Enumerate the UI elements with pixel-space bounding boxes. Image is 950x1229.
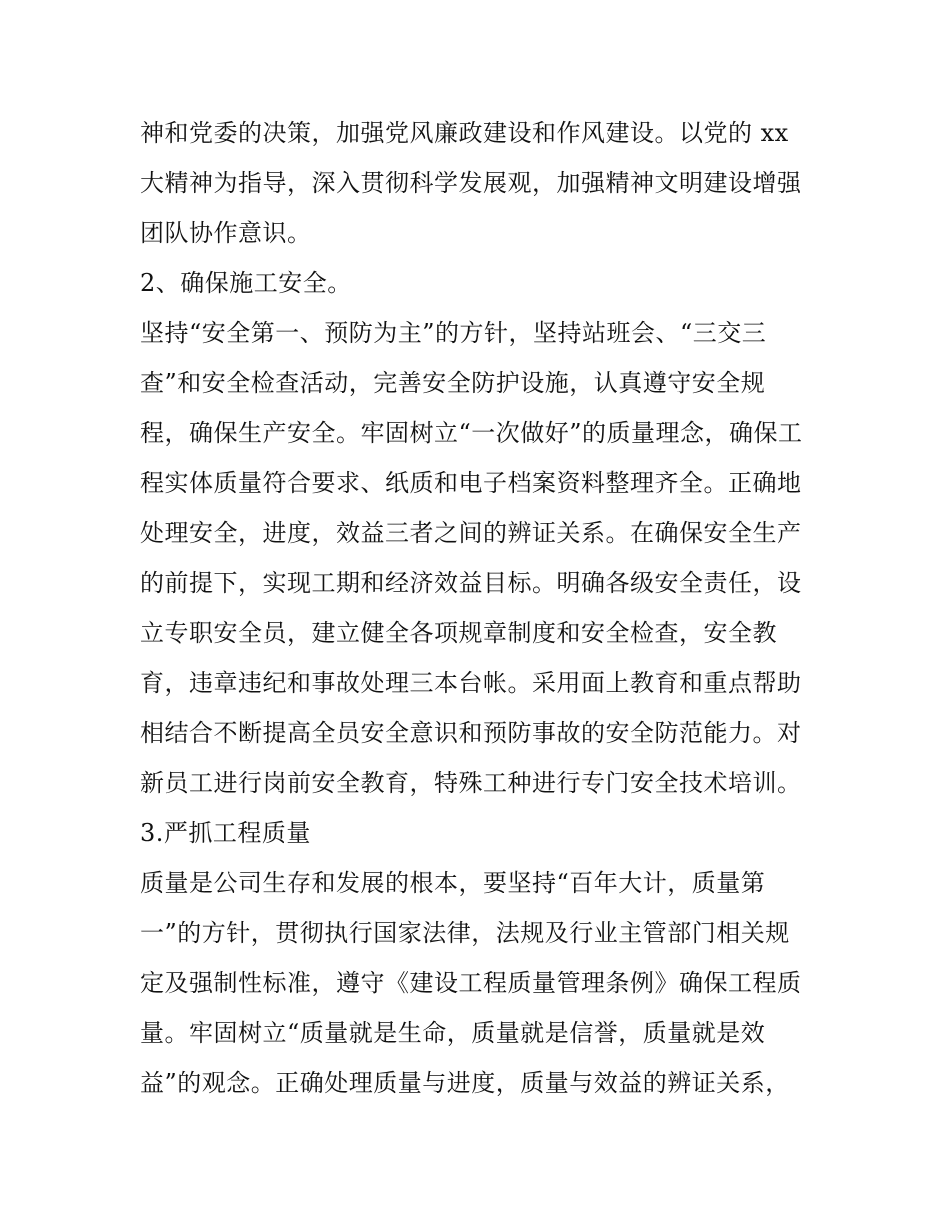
text-line: 立专职安全员，建立健全各项规章制度和安全检查，安全教 [140, 619, 777, 647]
text-line: 相结合不断提高全员安全意识和预防事故的安全防范能力。对 [140, 719, 802, 747]
text-line: 神和党委的决策，加强党风廉政建设和作风建设。以党的 xx [140, 119, 789, 147]
text-line: 团队协作意识。 [140, 219, 312, 247]
text-line: 坚持“安全第一、预防为主”的方针，坚持站班会、“三交三 [140, 319, 767, 347]
text-line: 量。牢固树立“质量就是生命，质量就是信誉，质量就是效 [140, 1019, 766, 1047]
text-line: 处理安全，进度，效益三者之间的辨证关系。在确保安全生产 [140, 519, 802, 547]
text-line: 益”的观念。正确处理质量与进度，质量与效益的辨证关系， [140, 1069, 790, 1097]
text-line: 程实体质量符合要求、纸质和电子档案资料整理齐全。正确地 [140, 469, 802, 497]
text-line: 一”的方针，贯彻执行国家法律，法规及行业主管部门相关规 [140, 919, 790, 947]
text-line: 育，违章违纪和事故处理三本台帐。采用面上教育和重点帮助 [140, 669, 802, 697]
text-line: 大精神为指导，深入贯彻科学发展观，加强精神文明建设增强 [140, 169, 802, 197]
text-line: 程，确保生产安全。牢固树立“一次做好”的质量理念，确保工 [140, 419, 803, 447]
text-line: 定及强制性标准，遵守《建设工程质量管理条例》确保工程质 [140, 969, 802, 997]
section-heading: 2、确保施工安全。 [140, 269, 352, 297]
section-heading: 3.严抓工程质量 [140, 819, 311, 847]
text-line: 查”和安全检查活动，完善安全防护设施，认真遵守安全规 [140, 369, 766, 397]
text-line: 新员工进行岗前安全教育，特殊工种进行专门安全技术培训。 [140, 769, 802, 797]
text-line: 质量是公司生存和发展的根本，要坚持“百年大计，质量第 [140, 869, 766, 897]
text-line: 的前提下，实现工期和经济效益目标。明确各级安全责任，设 [140, 569, 802, 597]
document-body [140, 108, 830, 1108]
